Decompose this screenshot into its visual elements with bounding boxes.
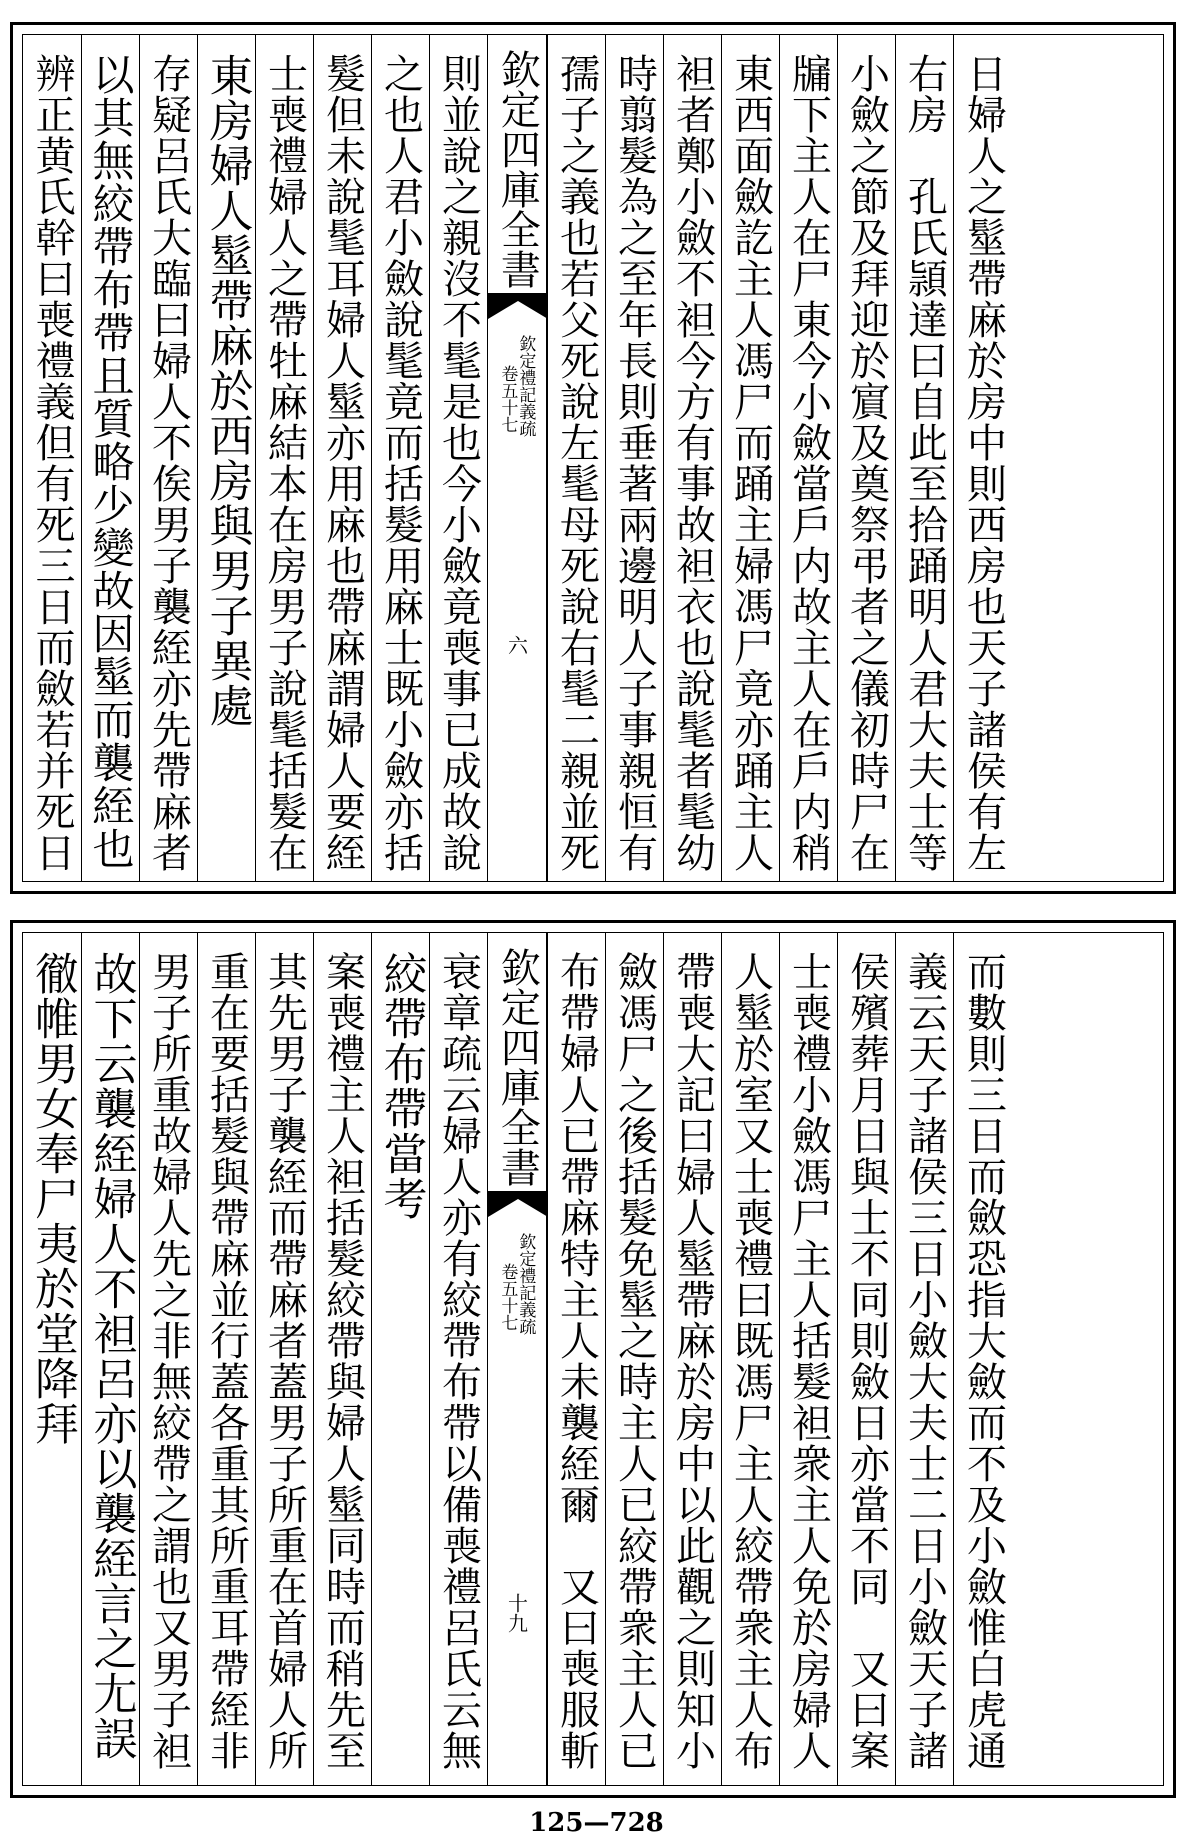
text-column: [197, 35, 255, 881]
text-column: [779, 35, 837, 881]
text-column: [953, 933, 1013, 1785]
column-text: 辨正黄氏幹曰喪禮義但有死三日而斂若并死日: [29, 53, 75, 873]
column-text: 布帶婦人已帶麻特主人未襲絰爾 又曰喪服斬: [553, 951, 600, 1771]
text-column: [197, 933, 255, 1785]
text-column: [139, 35, 197, 881]
band-subtitle-volume: 卷五十七: [497, 365, 518, 433]
column-text: 人髽於室又士喪禮曰既馮尸主人絞帶衆主人布: [727, 951, 774, 1771]
band-page-number: 十九: [504, 1593, 529, 1633]
bottom-columns: [23, 933, 1163, 1785]
column-text: 義云天子諸侯三日小斂大夫士二日小斂天子諸: [901, 951, 948, 1771]
text-column: [663, 35, 721, 881]
footer-page-number: 125—728: [529, 1808, 664, 1838]
text-column: [779, 933, 837, 1785]
text-column: [81, 933, 139, 1785]
text-column: [429, 933, 487, 1785]
column-text: 徹帷男女奉尸夷於堂降拜: [27, 951, 78, 1446]
column-text: 故下云襲絰婦人不袒呂亦以襲絰言之尢誤: [85, 951, 137, 1761]
column-text: 髮但未說髦耳婦人髽亦用麻也帶麻謂婦人要絰: [319, 53, 366, 873]
center-band: [487, 35, 547, 881]
column-text: 重在要括髮與帶麻並行蓋各重其所重耳帶絰非: [203, 951, 250, 1771]
text-column: [429, 35, 487, 881]
text-column: [895, 35, 953, 881]
text-column: [953, 35, 1013, 881]
column-text: 而數則三日而斂恐指大斂而不及小斂惟白虎通: [960, 951, 1007, 1771]
band-title: 欽定四庫全書: [494, 49, 541, 289]
column-text: 以其無絞帶布帶且質略少變故因髽而襲絰也: [86, 53, 136, 870]
text-column: [895, 933, 953, 1785]
text-column: [139, 933, 197, 1785]
text-column: [605, 933, 663, 1785]
text-column: [721, 35, 779, 881]
text-column: [313, 933, 371, 1785]
band-subtitle-book: 欽定禮記義疏: [515, 335, 536, 437]
column-text: 斂馮尸之後括髮免髽之時主人已絞帶衆主人已: [611, 951, 658, 1771]
text-column: [605, 35, 663, 881]
band-title: 欽定四庫全書: [494, 947, 541, 1187]
text-column: [721, 933, 779, 1785]
text-column: [81, 35, 139, 881]
text-column: [547, 933, 605, 1785]
text-column: [371, 933, 429, 1785]
text-column: [371, 35, 429, 881]
top-columns: [23, 35, 1163, 881]
band-subtitle-volume: 卷五十七: [497, 1263, 518, 1331]
column-text: 帶喪大記曰婦人髽帶麻於房中以此觀之則知小: [669, 951, 716, 1771]
column-text: 其先男子襲絰而帶麻者蓋男子所重在首婦人所: [261, 951, 308, 1771]
fishtail-ornament-icon: [488, 293, 548, 321]
text-column: [837, 933, 895, 1785]
column-text: 東房婦人髽帶麻於西房與男子異處: [201, 53, 253, 728]
column-text: 士喪禮小斂馮尸主人括髮袒衆主人免於房婦人: [785, 951, 832, 1771]
bottom-inner-frame: [22, 932, 1164, 1786]
column-text: 孺子之義也若父死說左髦母死說右髦二親並死: [553, 53, 600, 873]
band-subtitle-book: 欽定禮記義疏: [515, 1233, 536, 1335]
top-inner-frame: [22, 34, 1164, 882]
column-text: 衰章疏云婦人亦有絞帶布帶以備喪禮呂氏云無: [435, 951, 482, 1771]
column-text: 小斂之節及拜迎於賔及奠祭弔者之儀初時尸在: [843, 53, 890, 873]
column-text: 右房 孔氏頴達曰自此至拾踊明人君大夫士等: [901, 53, 948, 873]
column-text: 之也人君小斂說髦竟而括髮用麻士既小斂亦括: [377, 53, 424, 873]
text-column: [313, 35, 371, 881]
column-text: 東西面斂訖主人馮尸而踊主婦馮尸竟亦踊主人: [727, 53, 774, 873]
band-page-number: 六: [504, 635, 529, 655]
fishtail-ornament-icon: [488, 1191, 548, 1219]
column-text: 牖下主人在尸東今小斂當戶内故主人在戶内稍: [785, 53, 832, 873]
bottom-page-frame: [10, 920, 1176, 1798]
text-column: [547, 35, 605, 881]
column-text: 士喪禮婦人之帶牡麻結本在房男子說髦括髮在: [261, 53, 308, 873]
column-text: 則並說之親沒不髦是也今小斂竟喪事已成故說: [435, 53, 482, 873]
column-text: 袒者鄭小斂不袒今方有事故袒衣也說髦者髦幼: [669, 53, 716, 873]
text-column: [255, 35, 313, 881]
column-text: 案喪禮主人袒括髮絞帶與婦人髽同時而稍先至: [319, 951, 366, 1771]
top-page-frame: [10, 22, 1176, 894]
column-text: 時翦髮為之至年長則垂著兩邊明人子事親恒有: [611, 53, 658, 873]
center-band: [487, 933, 547, 1785]
text-column: [837, 35, 895, 881]
text-column: [23, 933, 81, 1785]
text-column: [255, 933, 313, 1785]
column-text: 絞帶布帶當考: [375, 951, 427, 1221]
text-column: [23, 35, 81, 881]
column-text: 日婦人之髽帶麻於房中則西房也天子諸侯有左: [960, 53, 1007, 873]
column-text: 存疑呂氏大臨曰婦人不俟男子襲絰亦先帶麻者: [145, 53, 192, 873]
column-text: 侯殯葬月日與士不同則斂日亦當不同 又曰案: [843, 951, 890, 1771]
text-column: [663, 933, 721, 1785]
column-text: 男子所重故婦人先之非無絞帶之謂也又男子袒: [145, 951, 192, 1771]
